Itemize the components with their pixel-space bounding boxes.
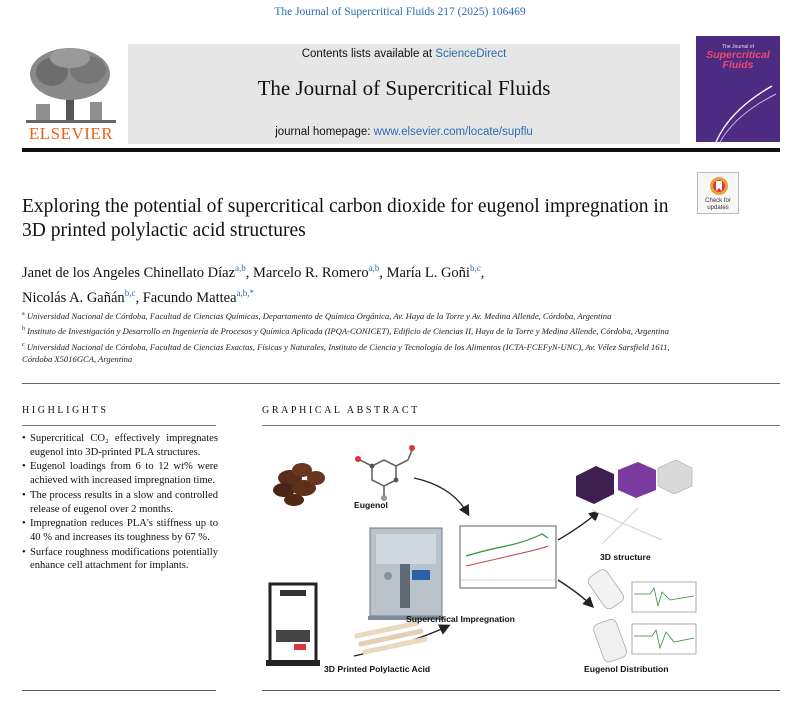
supercritical-apparatus-image: [368, 528, 444, 620]
highlight-item: • Supercritical CO₂ effectively impregnates eugenol into 3D-printed PLA structures.: [22, 432, 218, 459]
graphical-abstract-bottom-rule: [262, 690, 780, 691]
cover-subtitle: The Journal of: [722, 44, 754, 50]
pla-label: 3D Printed Polylactic Acid: [324, 664, 431, 674]
eugenol-label: Eugenol: [354, 500, 388, 510]
pla-filament-image: [354, 620, 428, 655]
homepage-line: [128, 126, 680, 138]
cloves-image: [273, 463, 325, 506]
affiliations: [22, 308, 682, 366]
sciencedirect-link[interactable]: ScienceDirect: [435, 48, 507, 60]
highlight-item: • Surface roughness modifications potentially enhance cell attachment for implants.: [22, 546, 218, 573]
author-name[interactable]: Janet de los Angeles Chinellato Díaz: [22, 264, 236, 281]
author-name[interactable]: Facundo Mattea: [142, 289, 237, 306]
3d-printer-image: [266, 584, 320, 666]
homepage-link[interactable]: www.elsevier.com/locate/supflu: [373, 126, 533, 138]
3d-structure-image: [576, 460, 692, 550]
author-affiliation-mark[interactable]: a,b,*: [236, 287, 255, 298]
graphical-abstract-figure: [262, 430, 780, 684]
affiliation-text: Instituto de Investigación y Desarrollo en Ingeniería de Procesos y Química Aplicada (IPQA-CONICET), Edificio de Ciencias II, Haya de la Torre y Medina Allende, Córdoba, Argentina: [27, 326, 669, 337]
highlights-bottom-rule: [22, 690, 216, 691]
homepage-prefix: journal homepage:: [275, 126, 374, 138]
highlights-list: [22, 432, 218, 574]
graphical-abstract-heading: GRAPHICAL ABSTRACT: [262, 405, 420, 416]
author-name[interactable]: María L. Goñi: [386, 264, 470, 281]
release-curve-plot: [460, 526, 556, 588]
author-affiliation-mark[interactable]: a,b: [368, 263, 380, 273]
structure-label: 3D structure: [600, 552, 651, 562]
author-name[interactable]: Marcelo R. Romero: [253, 264, 369, 281]
journal-name: The Journal of Supercritical Fluids: [257, 76, 551, 100]
author-affiliation-mark[interactable]: b,c: [124, 287, 136, 298]
check-for-updates-label: Check for updates: [705, 198, 731, 211]
eugenol-distribution-image: [586, 567, 696, 663]
contents-line: [128, 48, 680, 60]
graphical-abstract: [262, 430, 780, 684]
affiliation-mark: a: [22, 311, 25, 317]
elsevier-wordmark: ELSEVIER: [28, 124, 114, 143]
section-rule: [22, 383, 780, 384]
journal-citation[interactable]: The Journal of Supercritical Fluids 217 (2025) 106469: [274, 6, 526, 18]
affiliation-item: [22, 339, 682, 366]
eugenol-molecule: [355, 445, 415, 501]
article-title: Exploring the potential of supercritical carbon dioxide for eugenol impregnation in 3D printed polylactic acid structures: [22, 196, 669, 241]
affiliation-text: Universidad Nacional de Córdoba, Facultad de Ciencias Químicas, Departamento de Química Orgánica, Av. Haya de la Torre y Av. Medina Allende, Córdoba, Argentina: [26, 310, 612, 321]
affiliation-item: [22, 308, 682, 322]
affiliation-text: Universidad Nacional de Córdoba, Facultad de Ciencias Exactas, Físicas y Naturales, Instituto de Ciencia y Tecnología de los Alimentos (ICTA-FCEFyN-UNC), Av. Vélez Sarsfield 1611, Córdoba X5016GCA, Argentina: [22, 341, 670, 364]
affiliation-item: [22, 323, 682, 337]
highlight-item: • Eugenol loadings from 6 to 12 wt% were achieved with increased impregnation time.: [22, 460, 218, 487]
graphical-abstract-rule: [262, 425, 780, 426]
check-for-updates-button[interactable]: [697, 172, 739, 214]
affiliation-mark: b: [22, 326, 25, 333]
author-affiliation-mark[interactable]: b,c: [469, 263, 481, 273]
highlight-item: • The process results in a slow and controlled release of eugenol over 2 months.: [22, 489, 218, 516]
contents-prefix: Contents lists available at: [301, 48, 436, 60]
author-affiliation-mark[interactable]: a,b: [235, 263, 246, 273]
author-list: Janet de los Angeles Chinellato Díaz$^{a,b}$, Marcelo R. Romero$^{a,b}$, María L. Goñi$^{b,c}$, Nicolás A. Gañán$^{b,c}$, Facundo Mattea$^{a,b,*}$: [22, 263, 485, 306]
impregnation-label: Supercritical Impregnation: [406, 614, 515, 624]
highlights-rule: [22, 425, 216, 426]
highlights-heading: HIGHLIGHTS: [22, 405, 109, 416]
affiliation-mark: c: [22, 341, 25, 348]
bookmark-icon: [709, 176, 729, 196]
cover-title: Supercritical Fluids: [706, 49, 770, 71]
journal-masthead: [128, 44, 680, 144]
author-name[interactable]: Nicolás A. Gañán: [22, 289, 125, 306]
distribution-label: Eugenol Distribution: [584, 664, 669, 674]
journal-cover[interactable]: [696, 36, 780, 142]
cover-art: [696, 80, 780, 142]
highlight-item: • Impregnation reduces PLA's stiffness up to 40 % and increases its toughness by 67 %.: [22, 517, 218, 544]
header-rule: [22, 148, 780, 152]
